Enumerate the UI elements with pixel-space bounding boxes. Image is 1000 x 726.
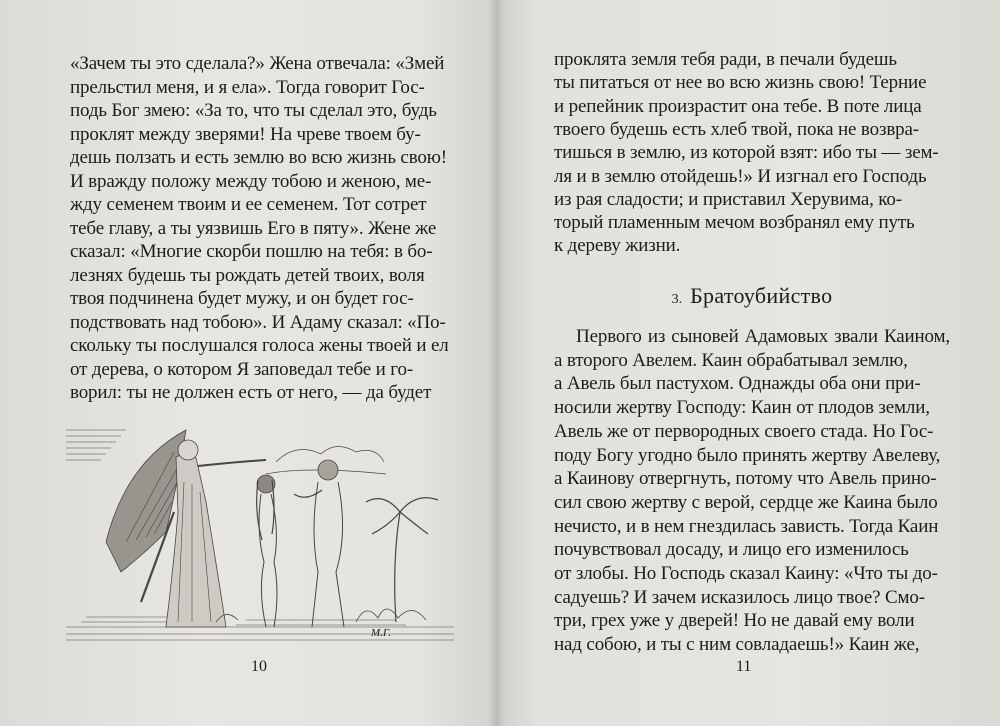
text-line: ля и в землю отойдешь!» И изгнал его Господь xyxy=(554,165,927,187)
text-line: «Зачем ты это сделала?» Жена отвечала: «Змей xyxy=(70,53,445,74)
sky-hatching xyxy=(66,430,126,460)
ground-shading xyxy=(81,617,406,625)
text-line: ворил: ты не должен есть от него, — да будет xyxy=(70,382,432,403)
text-line: над собою, и ты с ним совладаешь!» Каин же, xyxy=(554,634,920,656)
text-line: тишься в землю, из которой взят: ибо ты — зем- xyxy=(554,142,939,164)
text-line: тебе главу, а ты уязвишь Его в пяту». Жене же xyxy=(70,217,437,239)
text-line: к дереву жизни. xyxy=(554,235,681,257)
eve-body xyxy=(259,494,277,627)
right-page xyxy=(496,0,1000,726)
adam-body xyxy=(312,482,344,627)
text-line: прельстил меня, и я ела». Тогда говорит Гос- xyxy=(70,76,425,98)
text-line: проклят между зверями! На чреве твоем бу- xyxy=(70,123,421,145)
angel-arm xyxy=(198,460,266,466)
text-line: И вражду положу между тобою и женою, ме- xyxy=(70,170,432,192)
left-page xyxy=(0,0,496,726)
text-line: от злобы. Но Господь сказал Каину: «Что ты до- xyxy=(554,563,938,584)
text-line: сказал: «Многие скорби пошлю на тебя: в бо- xyxy=(70,241,433,262)
text-line: от дерева, о котором Я заповедал тебе и го- xyxy=(70,358,413,380)
text-line: твоя подчинена будет мужу, и он будет гос- xyxy=(70,288,414,309)
text-line: ты питаться от нее во всю жизнь свою! Терние xyxy=(554,72,927,94)
text-line: скольку ты послушался голоса жены твоей и ел xyxy=(70,335,449,356)
text-line: сил свою жертву с верой, сердце же Каина было xyxy=(554,491,938,513)
chapter-number: 3. xyxy=(671,292,683,307)
text-line: Первого из сыновей Адамовых звали Каином, xyxy=(576,326,950,347)
text-line: поду Богу угодно было принять жертву Авелеву, xyxy=(554,444,941,466)
illustration-signature: М.Г. xyxy=(371,627,392,639)
adam-head xyxy=(318,460,338,480)
chapter-heading xyxy=(554,283,950,313)
text-line: Авель же от первородных своего стада. Но Гос- xyxy=(554,420,934,442)
text-line: твоего будешь есть хлеб твой, пока не возвра- xyxy=(554,118,919,140)
text-line: подствовать над тобою». И Адаму сказал: «По- xyxy=(70,311,446,333)
page-number: 11 xyxy=(736,658,752,675)
chapter-title: Братоубийство xyxy=(690,283,833,308)
angel-wing xyxy=(106,430,186,572)
text-line: лезнях будешь ты рождать детей твоих, воля xyxy=(70,264,425,286)
text-line: дешь ползать и есть землю во всю жизнь свою! xyxy=(70,147,447,168)
text-line: а второго Авелем. Каин обрабатывал землю, xyxy=(554,349,908,371)
text-line: проклята земля тебя ради, в печали будешь xyxy=(554,49,897,70)
text-line: нечисто, и в нем гнездилась зависть. Тогда Каин xyxy=(554,515,939,537)
adam-arm xyxy=(294,490,322,497)
text-line: а Авель был пастухом. Однажды оба они при- xyxy=(554,373,921,395)
text-line: жду семенем твоим и ее семенем. Тот сотрет xyxy=(70,194,427,215)
book-gutter xyxy=(488,0,504,726)
text-line: из рая сладости; и приставил Херувима, ко- xyxy=(554,188,902,210)
text-line: подь Бог змею: «За то, что ты сделал это, будь xyxy=(70,100,437,121)
palm-tree xyxy=(366,498,438,622)
text-line: и репейник произрастит она тебе. В поте лица xyxy=(554,95,922,117)
text-line: торый пламенным мечом возбранял ему путь xyxy=(554,212,915,234)
text-line: а Каинову отвергнуть, потому что Авель прино- xyxy=(554,468,937,490)
text-line: три, грех уже у дверей! Но не давай ему воли xyxy=(554,610,915,632)
text-line: носили жертву Господу: Каин от плодов земли, xyxy=(554,397,930,419)
angel-head xyxy=(178,440,198,460)
text-line: садуешь? И зачем исказилось лицо твое? Смо- xyxy=(554,586,925,608)
ground-hatching xyxy=(66,627,454,640)
text-line: почувствовал досаду, и лицо его изменилось xyxy=(554,539,909,561)
page-number: 10 xyxy=(251,658,267,675)
expulsion-engraving xyxy=(66,422,454,644)
